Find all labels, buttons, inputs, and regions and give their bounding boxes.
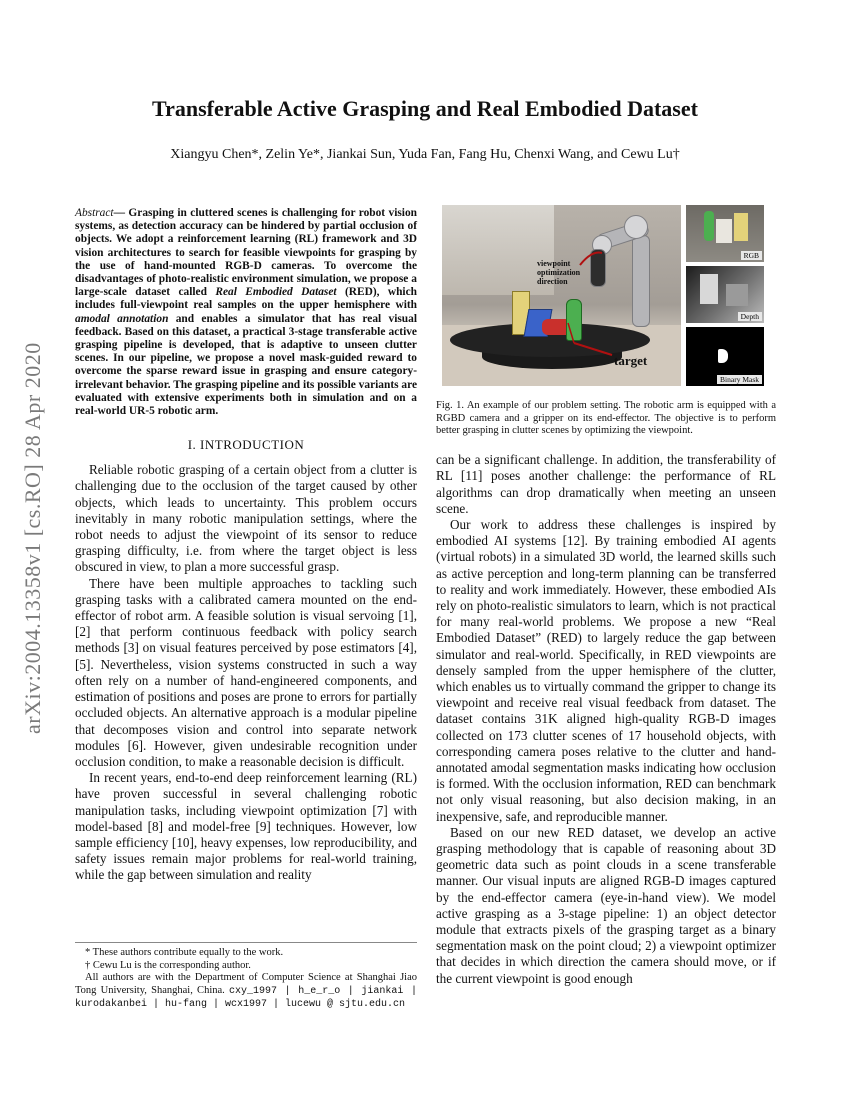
arxiv-identifier: arXiv:2004.13358v1 [cs.RO] 28 Apr 2020 (20, 342, 45, 734)
paragraph: Reliable robotic grasping of a certain object from a clutter is challenging due to the occlusion of the target caused by other objects, which leads to uncertainty. This problem occurs inevitably in many robotic manipulation settings, where the robot needs to adjust the viewpoint of its sensor to reduce grasping difficulty, i.e. from where the target object is less obscured in view, to plan a more successful grasp. (75, 462, 417, 575)
right-column (436, 205, 776, 987)
author-emails: cxy_1997 | h_e_r_o | jiankai | kurodakanbei | hu-fang | wcx1997 | lucewu @ sjtu.edu.cn (75, 985, 417, 1011)
paragraph: Our work to address these challenges is inspired by embodied AI systems [12]. By training embodied AI agents (virtual robots) in a simulated 3D world, the learned skills such as active perception and long-term planning can be transferred to reality and work immediately. However, these embodied AIs rely on photo-realistic simulators to learn, which is not practical for many real-world problems. We propose a new “Real Embodied Dataset” (RED) to largely reduce the gap between simulator and real-world. Specifically, in RED viewpoints are densely sampled from the upper hemisphere of the clutter, which enables us to virtually command the gripper to change its viewpoint and receive real visual feedback from dataset. The dataset contains 31K aligned high-quality RGB-D images collected on 173 clutter scenes of 17 household objects, with corresponding camera poses relative to the clutter and hand-annotated amodal segmentation masks indicating how occlusion is formed. With the occlusion information, RED can benchmark not only visual reasoning, but also decision making, in an inexpensive, safe, and reproducible manner. (436, 516, 776, 824)
footnote-equal-contribution: * These authors contribute equally to the work. (85, 947, 284, 958)
figure-caption: Fig. 1. An example of our problem setting. The robotic arm is equipped with a RGBD camera and a gripper on its end-effector. The objective is to perform better grasping in clutter scenes by optimizing the viewpoint. (436, 400, 776, 437)
paragraph: In recent years, end-to-end deep reinforcement learning (RL) have proven successful in several challenging robotic manipulation tasks, including viewpoint optimization [7] with model-based [8] and model-free [9] techniques. However, low sample efficiency [10], heavy expenses, low reproducibility, and safety issues remain major problems for real-world training, while the gap between simulation and reality (75, 770, 417, 883)
abstract: Abstract— Grasping in cluttered scenes is challenging for robot vision systems, as detection accuracy can be hindered by partial occlusion of objects. We adopt a reinforcement learning (RL) framework and 3D vision architectures to search for feasible viewpoints for grasping by the use of hand-mounted RGB-D cameras. To overcome the disadvantages of photo-realistic environment simulation, we propose a large-scale dataset called Real Embodied Dataset (RED), which includes full-viewpoint real samples on the upper hemisphere with amodal annotation and enables a simulator that has real visual feedback. Based on this dataset, a practical 3-stage transferable active grasping pipeline is developed, that is adaptive to unseen clutter scenes. In our pipeline, we propose a novel mask-guided reward to overcome the sparse reward issue in grasping and ensure category-irrelevant behavior. The grasping pipeline and its possible variants are evaluated with extensive experiments both in simulation and on a real-world UR-5 robotic arm. (75, 207, 417, 418)
dataset-name: Real Embodied Dataset (215, 286, 337, 299)
depth-thumbnail (686, 266, 764, 323)
left-column (75, 207, 417, 884)
section-heading-introduction: I. INTRODUCTION (187, 437, 305, 453)
right-column-text (436, 452, 776, 987)
abstract-label: Abstract (75, 207, 114, 219)
robot-scene-photo (442, 205, 681, 386)
rgb-label: RGB (741, 251, 762, 260)
author-list: Xiangyu Chen*, Zelin Ye*, Jiankai Sun, Yuda Fan, Fang Hu, Chenxi Wang, and Cewu Lu† (170, 147, 680, 162)
depth-label: Depth (738, 312, 762, 321)
viewpoint-label: viewpoint optimization direction (537, 259, 581, 286)
footnote-affiliation: All authors are with the Department of Computer Science at Shanghai Jiao Tong University, Shanghai, China. cxy_1997 | h_e_r_o | jiankai | kurodakanbei | hu-fang | wcx1997 | lucewu @ sjtu.edu.cn (75, 972, 417, 1011)
target-label: target (614, 353, 648, 368)
paragraph: can be a significant challenge. In addition, the transferability of RL [11] poses another challenge: the performance of RL algorithms can drop dramatically when meeting an unseen scene. (436, 452, 776, 516)
amodal-annotation: amodal annotation (75, 312, 169, 325)
footnote-corresponding-author: † Cewu Lu is the corresponding author. (85, 959, 251, 971)
paragraph: There have been multiple approaches to tackling such grasping tasks with a calibrated camera mounted on the end-effector of robot arm. A feasible solution is visual servoing [1], [2] that perform continuous feedback with policy search methods [3] on visual features perceived by pose estimators [4], [5]. Nevertheless, vision systems constructed in such a way often rely on a number of hand-engineered components, and estimation of positions and poses are prone to errors for partially occluded objects. An alternative approach is a modular pipeline that decomposes vision and control into separate network modules [6]. However, given undesirable recognition under occlusion condition, to make a reasonable decision is difficult. (75, 575, 417, 769)
rgb-thumbnail (686, 205, 764, 262)
footnotes (75, 942, 417, 1012)
introduction-text (75, 462, 417, 883)
figure-1 (436, 205, 776, 386)
paper-title: Transferable Active Grasping and Real Embodied Dataset (152, 96, 698, 121)
paragraph: Based on our new RED dataset, we develop an active grasping methodology that is capable of reasoning about 3D geometric data such as point clouds in a scene transferable manner. Our visual inputs are aligned RGB-D images captured by the end-effector camera (eye-in-hand view). We model active grasping as a 3-stage pipeline: 1) an object detector module that extracts pixels of the grasping target as a binary segmentation mask on the point cloud; 2) a viewpoint optimizer that decides in which direction the camera should move, or if the current viewpoint is good enough (436, 824, 776, 986)
binary-mask-thumbnail (686, 327, 764, 386)
binary-mask-label: Binary Mask (717, 375, 762, 384)
